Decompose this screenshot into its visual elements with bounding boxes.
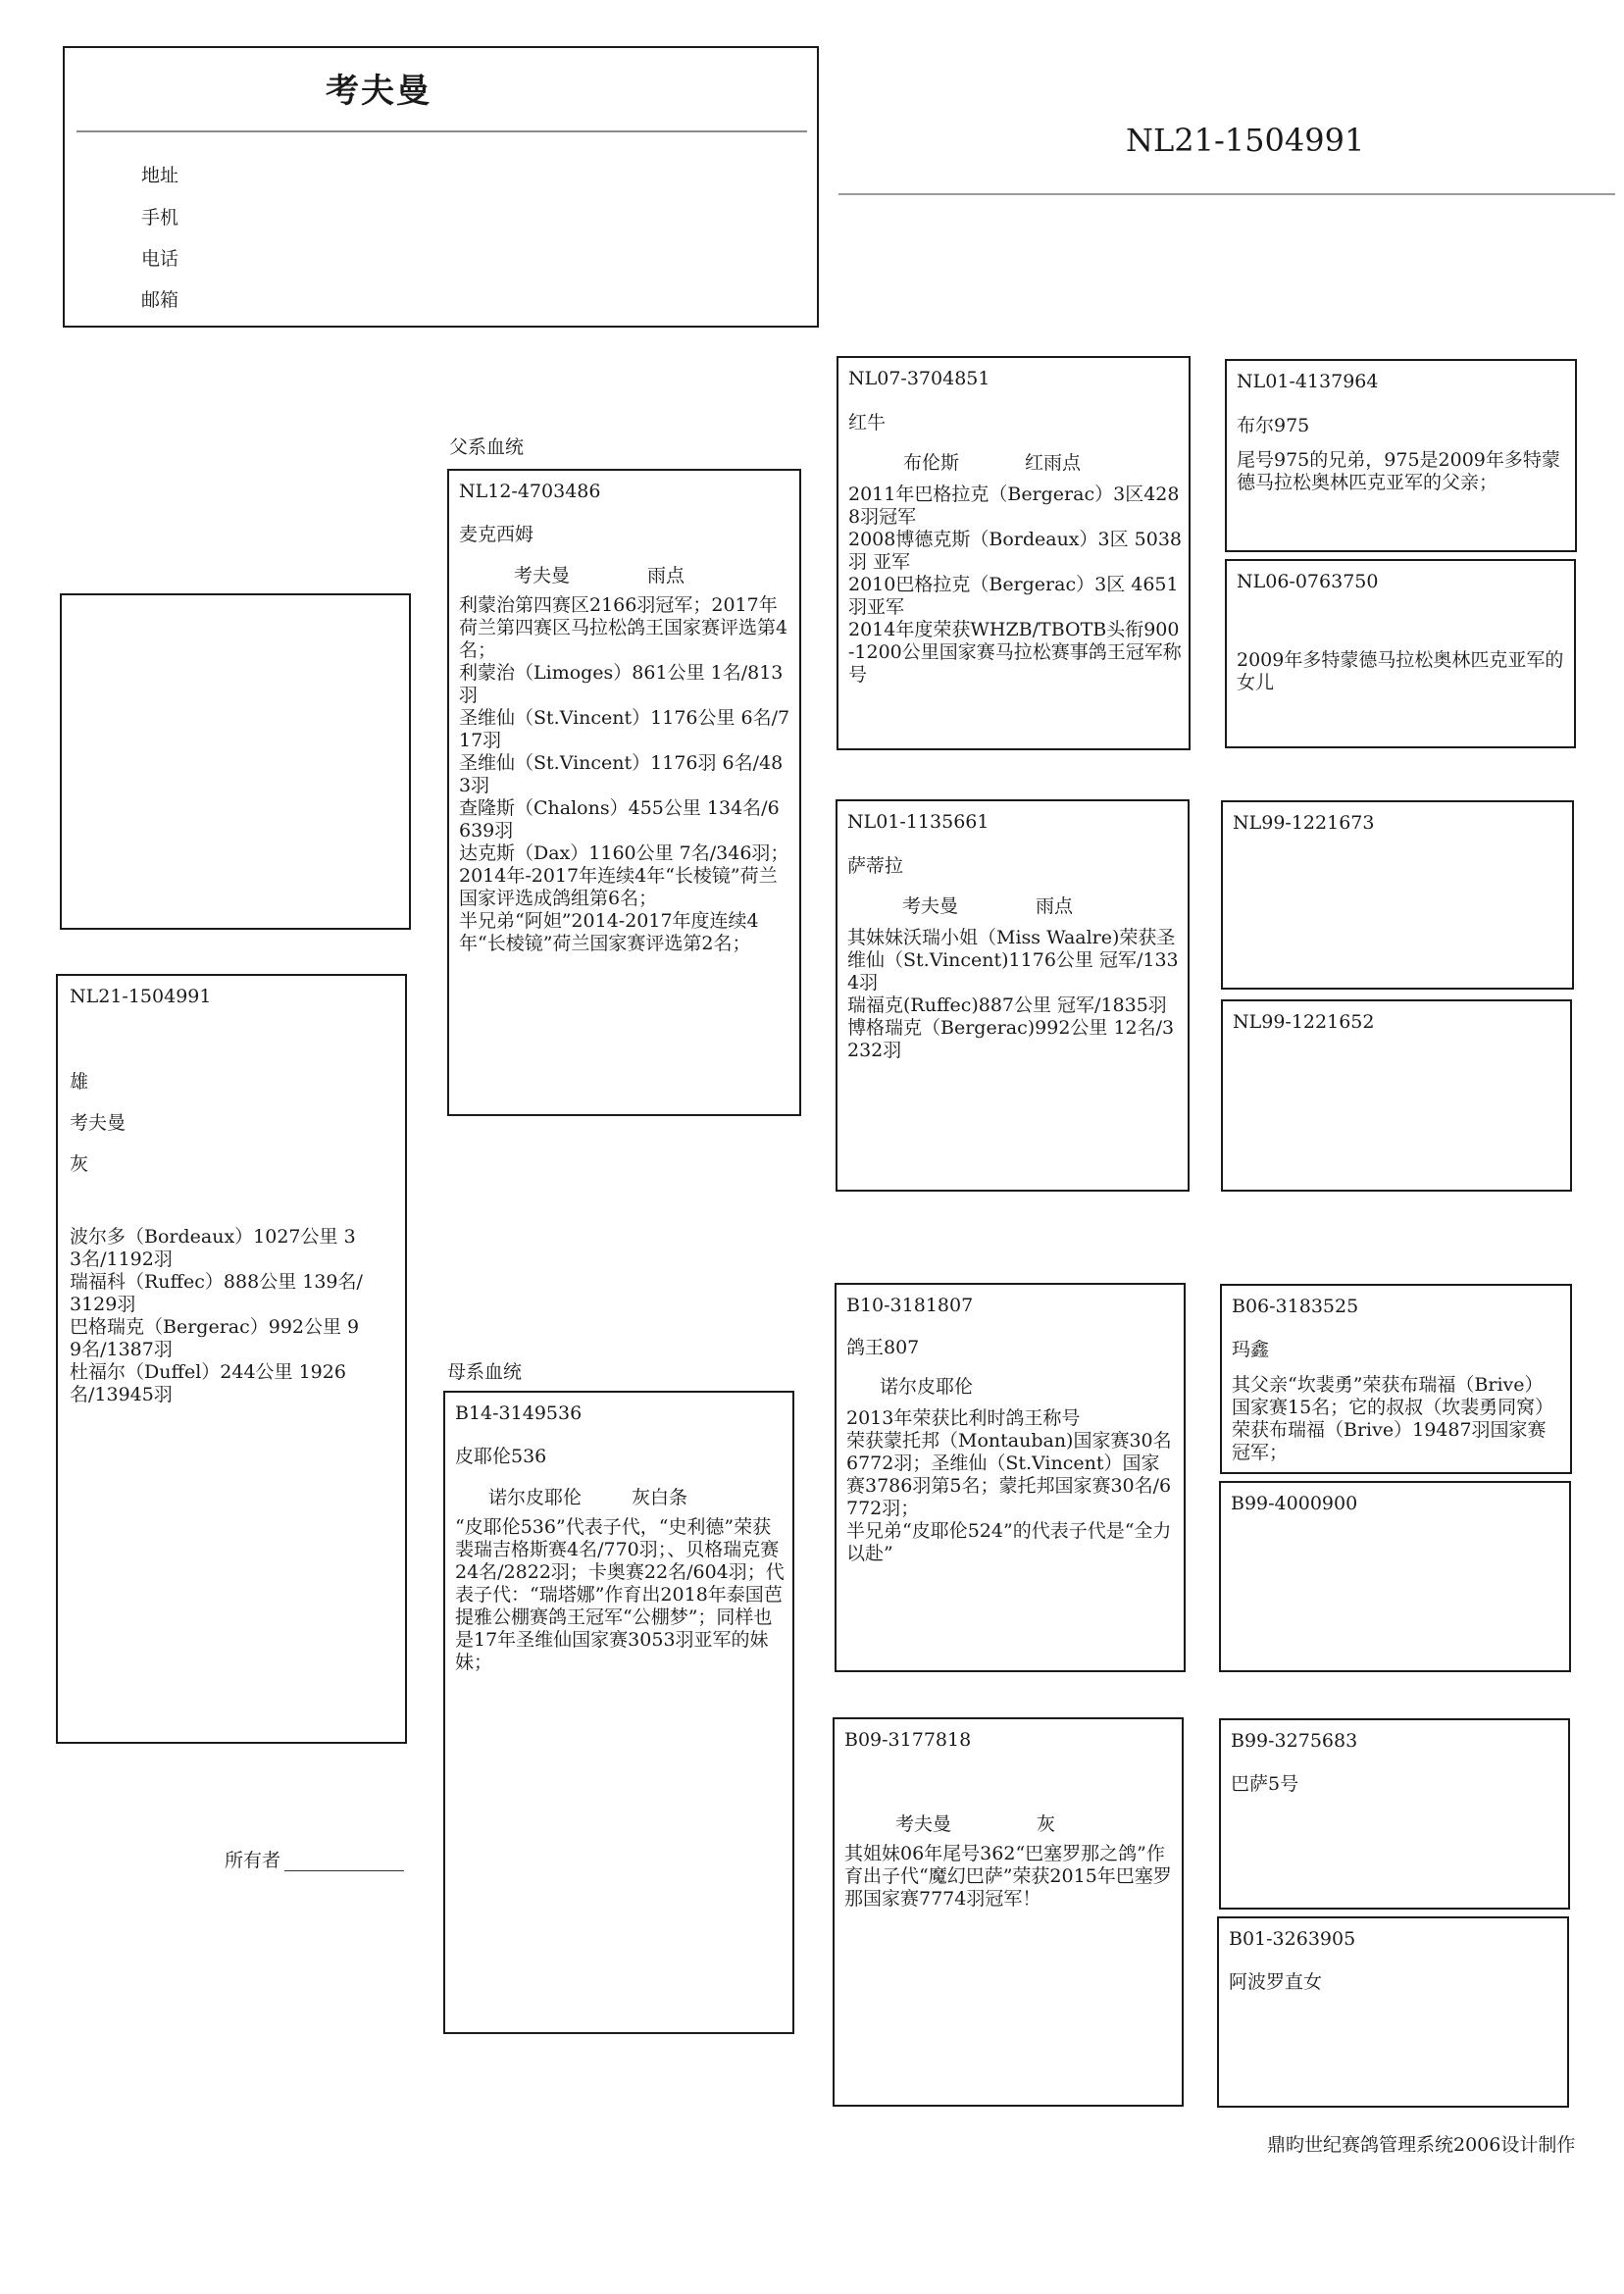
gen3-box-6: [1219, 1481, 1571, 1672]
sire-dam-info: 其妹妹沃瑞小姐（Miss Waalre)荣获圣维仙（St.Vincent)1176公里 冠军/1334羽 瑞福克(Ruffec)887公里 冠军/1835羽 博格瑞克（Bergerac)992公里 12名/3232羽: [847, 927, 1179, 1061]
email-label: 邮箱: [141, 289, 179, 311]
gen3-name-8: 阿波罗直女: [1229, 1971, 1323, 1993]
dam-dam-info: 其姐妹06年尾号362“巴塞罗那之鸽”作育出子代“魔幻巴萨”荣获2015年巴塞罗那国家赛7774羽冠军！: [844, 1843, 1172, 1910]
sire-dam-color: 雨点: [1036, 895, 1074, 917]
subject-color: 灰: [70, 1153, 89, 1175]
owner-signature-label: 所有者: [225, 1850, 281, 1871]
gen3-box-4: [1221, 999, 1572, 1192]
dam-info: “皮耶伦536”代表子代，“史利德”荣获裴瑞吉格斯赛4名/770羽；、贝格瑞克赛24名/2822羽；卡奥赛22名/604羽；代表子代：“瑞塔娜”作育出2018年泰国芭提雅公棚赛鸽王冠军“公棚梦”；同样也是17年圣维仙国家赛3053羽亚军的妹妹；: [455, 1516, 785, 1673]
dam-dam-color: 灰: [1037, 1813, 1056, 1835]
main-ring-divider: [838, 193, 1615, 195]
address-label: 地址: [141, 165, 179, 186]
gen3-ring-3: NL99-1221673: [1233, 812, 1375, 834]
sire-sire-name: 红牛: [848, 412, 887, 433]
sire-line-label: 父系血统: [449, 436, 525, 458]
gen3-box-1: [1225, 359, 1577, 552]
gen3-info-2: 2009年多特蒙德马拉松奥林匹克亚军的女儿: [1237, 649, 1564, 693]
dam-box: [443, 1391, 794, 2034]
subject-sex: 雄: [70, 1071, 89, 1093]
sire-box: [447, 469, 801, 1116]
gen3-box-2: [1225, 559, 1576, 748]
sire-sire-info: 2011年巴格拉克（Bergerac）3区4288羽冠军 2008博德克斯（Bordeaux）3区 5038羽 亚军 2010巴格拉克（Bergerac）3区 4651羽亚军 2014年度荣获WHZB/TBOTB头衔900-1200公里国家赛马拉松赛事鸽王冠军称号: [848, 484, 1183, 686]
gen3-ring-1: NL01-4137964: [1237, 371, 1379, 392]
sire-breeder: 考夫曼: [514, 565, 571, 586]
sire-ring: NL12-4703486: [459, 481, 601, 502]
gen3-name-1: 布尔975: [1237, 415, 1310, 436]
sire-sire-breeder: 布伦斯: [903, 452, 960, 474]
gen3-box-5: [1220, 1284, 1572, 1474]
dam-dam-box: [833, 1717, 1184, 2107]
gen3-info-5: 其父亲“坎裴勇”荣获布瑞福（Brive）国家赛15名；它的叔叔（坎裴勇同窝）荣获布瑞福（Brive）19487羽国家赛冠军；: [1232, 1374, 1554, 1463]
subject-box: [56, 974, 407, 1744]
gen3-name-5: 玛鑫: [1232, 1339, 1270, 1360]
sire-dam-breeder: 考夫曼: [902, 895, 959, 917]
gen3-ring-5: B06-3183525: [1232, 1296, 1359, 1317]
photo-placeholder: [60, 593, 411, 930]
sire-sire-ring: NL07-3704851: [848, 368, 990, 389]
dam-sire-box: [835, 1283, 1186, 1672]
sire-sire-color: 红雨点: [1025, 452, 1082, 474]
owner-signature-line: [284, 1870, 404, 1871]
dam-breeder: 诺尔皮耶伦: [488, 1487, 583, 1508]
sire-dam-name: 萨蒂拉: [847, 855, 904, 877]
sire-sire-box: [837, 356, 1191, 750]
gen3-box-8: [1217, 1916, 1569, 2108]
gen3-ring-7: B99-3275683: [1231, 1730, 1358, 1752]
gen3-ring-2: NL06-0763750: [1237, 571, 1379, 592]
dam-sire-info: 2013年荣获比利时鸽王称号 荣获蒙托邦（Montauban)国家赛30名6772羽；圣维仙（St.Vincent）国家赛3786羽第5名；蒙托邦国家赛30名/6772羽； 半兄弟“皮耶伦524”的代表子代是“全力以赴”: [846, 1407, 1172, 1564]
dam-ring: B14-3149536: [455, 1402, 583, 1424]
sire-dam-box: [836, 799, 1190, 1192]
owner-divider: [76, 130, 807, 132]
sire-name: 麦克西姆: [459, 524, 534, 545]
dam-sire-name: 鸽王807: [846, 1337, 920, 1358]
sire-color: 雨点: [647, 565, 685, 586]
gen3-box-3: [1221, 800, 1574, 990]
subject-breeder: 考夫曼: [70, 1112, 127, 1134]
owner-box: [63, 46, 819, 328]
gen3-name-7: 巴萨5号: [1231, 1773, 1299, 1795]
gen3-ring-4: NL99-1221652: [1233, 1011, 1375, 1033]
owner-name: 考夫曼: [326, 72, 431, 111]
gen3-ring-6: B99-4000900: [1231, 1493, 1358, 1514]
dam-name: 皮耶伦536: [455, 1446, 547, 1467]
phone-label: 电话: [141, 248, 179, 270]
subject-ring: NL21-1504991: [70, 986, 212, 1007]
dam-dam-ring: B09-3177818: [844, 1729, 972, 1751]
main-ring-number: NL21-1504991: [1126, 122, 1365, 159]
gen3-info-1: 尾号975的兄弟，975是2009年多特蒙德马拉松奥林匹克亚军的父亲；: [1237, 449, 1560, 493]
mobile-label: 手机: [141, 207, 179, 229]
gen3-ring-8: B01-3263905: [1229, 1928, 1356, 1950]
dam-dam-breeder: 考夫曼: [895, 1813, 952, 1835]
gen3-box-7: [1219, 1718, 1570, 1910]
subject-results: 波尔多（Bordeaux）1027公里 33名/1192羽 瑞福科（Ruffec）888公里 139名/3129羽 巴格瑞克（Bergerac）992公里 99名/1387羽 杜福尔（Duffel）244公里 1926名/13945羽: [70, 1226, 363, 1405]
sire-info: 利蒙治第四赛区2166羽冠军；2017年荷兰第四赛区马拉松鸽王国家赛评选第4名； 利蒙治（Limoges）861公里 1名/813羽 圣维仙（St.Vincent）1176公里 6名/717羽 圣维仙（St.Vincent）1176羽 6名/483羽 查隆斯（Chalons）455公里 134名/6639羽 达克斯（Dax）1160公里 7名/346羽； 2014年-2017年连续4年“长棱镜”荷兰国家评选成鸽组第6名； 半兄弟“阿妲”2014-2017年度连续4年“长棱镜”荷兰国家赛评选第2名；: [459, 594, 790, 954]
footer-credit: 鼎昀世纪赛鸽管理系统2006设计制作: [1267, 2134, 1576, 2156]
dam-sire-breeder: 诺尔皮耶伦: [880, 1376, 974, 1398]
dam-line-label: 母系血统: [447, 1361, 523, 1383]
sire-dam-ring: NL01-1135661: [847, 811, 990, 833]
dam-sire-ring: B10-3181807: [846, 1295, 974, 1316]
dam-color: 灰白条: [632, 1487, 688, 1508]
